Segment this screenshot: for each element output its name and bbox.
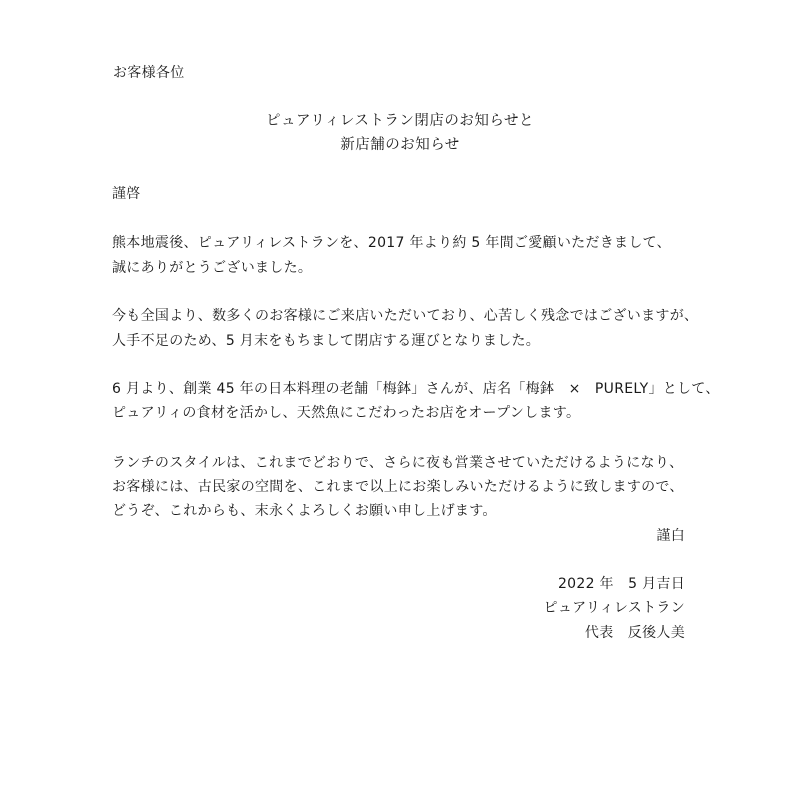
paragraph-3-line-2: ピュアリィの食材を活かし、天然魚にこだわったお店をオープンします。 [112,405,581,421]
salutation: お客様各位 [113,65,185,81]
title-line-1: ピュアリィレストラン閉店のお知らせと [266,113,534,129]
paragraph-2-line-1: 今も全国より、数多くのお客様にご来店いただいており、心苦しく残念ではございますが、 [112,308,699,324]
paragraph-3-line-1: 6 月より、創業 45 年の日本料理の老舗「梅鉢」さんが、店名「梅鉢 × PURELY」として、 [112,381,720,397]
opening-greeting: 謹啓 [112,186,141,202]
title-line-2: 新店舗のお知らせ [340,137,460,153]
paragraph-4-line-3: どうぞ、これからも、末永くよろしくお願い申し上げます。 [112,503,497,519]
paragraph-4-line-1: ランチのスタイルは、これまでどおりで、さらに夜も営業させていただけるようになり、 [112,455,684,471]
paragraph-1-line-2: 誠にありがとうございました。 [112,260,313,276]
closing-word: 謹白 [656,528,685,544]
sender-organization: ピュアリィレストラン [543,600,685,616]
sender-representative: 代表 反後人美 [584,625,685,641]
paragraph-4-line-2: お客様には、古民家の空間を、これまで以上にお楽しみいただけるように致しますので、 [112,479,684,495]
issue-date: 2022 年 5 月吉日 [557,576,685,592]
paragraph-1-line-1: 熊本地震後、ピュアリィレストランを、2017 年より約 5 年間ご愛顧いただきまして、 [112,235,671,251]
paragraph-2-line-2: 人手不足のため、5 月末をもちまして閉店する運びとなりました。 [112,333,541,349]
